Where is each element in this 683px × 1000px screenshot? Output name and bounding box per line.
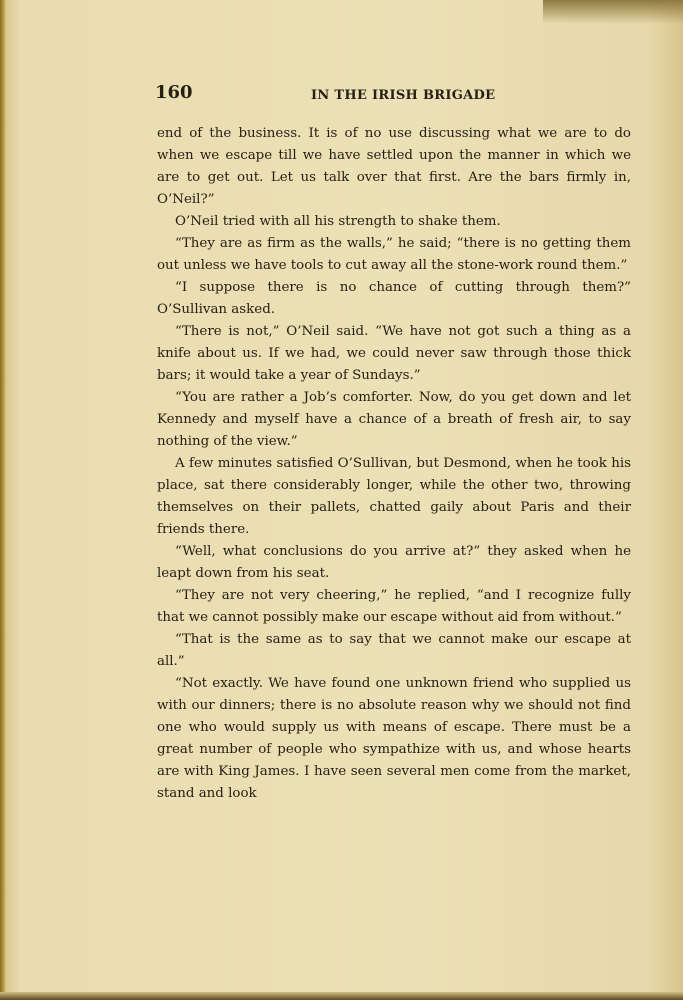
paragraph: “Not exactly. We have found one unknown friend who supplied us with our dinners; there is no absolute reason why we should not find one who would supply us with means of escape. There must be a great number of people who sympathize with us, and whose hearts are with King James. I have seen several men come from the market, stand and look <box>157 676 631 801</box>
paragraph: “That is the same as to say that we cannot make our escape at all.” <box>157 632 631 669</box>
paragraph: “Well, what conclusions do you arrive at?” they asked when he leapt down from his seat. <box>157 544 631 581</box>
paragraph: “They are as firm as the walls,” he said; “there is no getting them out unless we have tools to cut away all the stone-work round them.” <box>157 236 631 273</box>
paragraph: A few minutes satisfied O’Sullivan, but Desmond, when he took his place, sat there considerably longer, while the other two, throwing themselves on their pallets, chatted gaily about Paris and their friends there. <box>157 456 631 537</box>
paragraph: “You are rather a Job’s comforter. Now, do you get down and let Kennedy and myself have a chance of a breath of fresh air, to say nothing of the view.” <box>157 390 631 449</box>
paragraph: “They are not very cheering,” he replied, “and I recognize fully that we cannot possibly make our escape without aid from without.” <box>157 588 631 625</box>
page-header <box>155 80 633 110</box>
paragraph: O’Neil tried with all his strength to shake them. <box>175 214 501 229</box>
page-corner-shadow <box>543 0 683 24</box>
body-text <box>157 123 631 805</box>
running-title: IN THE IRISH BRIGADE <box>311 88 496 103</box>
paragraph: “I suppose there is no chance of cutting through them?” O’Sullivan asked. <box>157 280 631 317</box>
paragraph: “There is not,” O’Neil said. “We have not got such a thing as a knife about us. If we had, we could never saw through those thick bars; it would take a year of Sundays.” <box>157 324 631 383</box>
page-bottom-edge <box>0 992 683 1000</box>
page-binding-edge <box>0 0 6 1000</box>
paragraph: end of the business. It is of no use discussing what we are to do when we escape till we have settled upon the manner in which we are to get out. Let us talk over that first. Are the bars firmly in, O’Neil?” <box>157 126 631 207</box>
page-number: 160 <box>155 82 193 103</box>
